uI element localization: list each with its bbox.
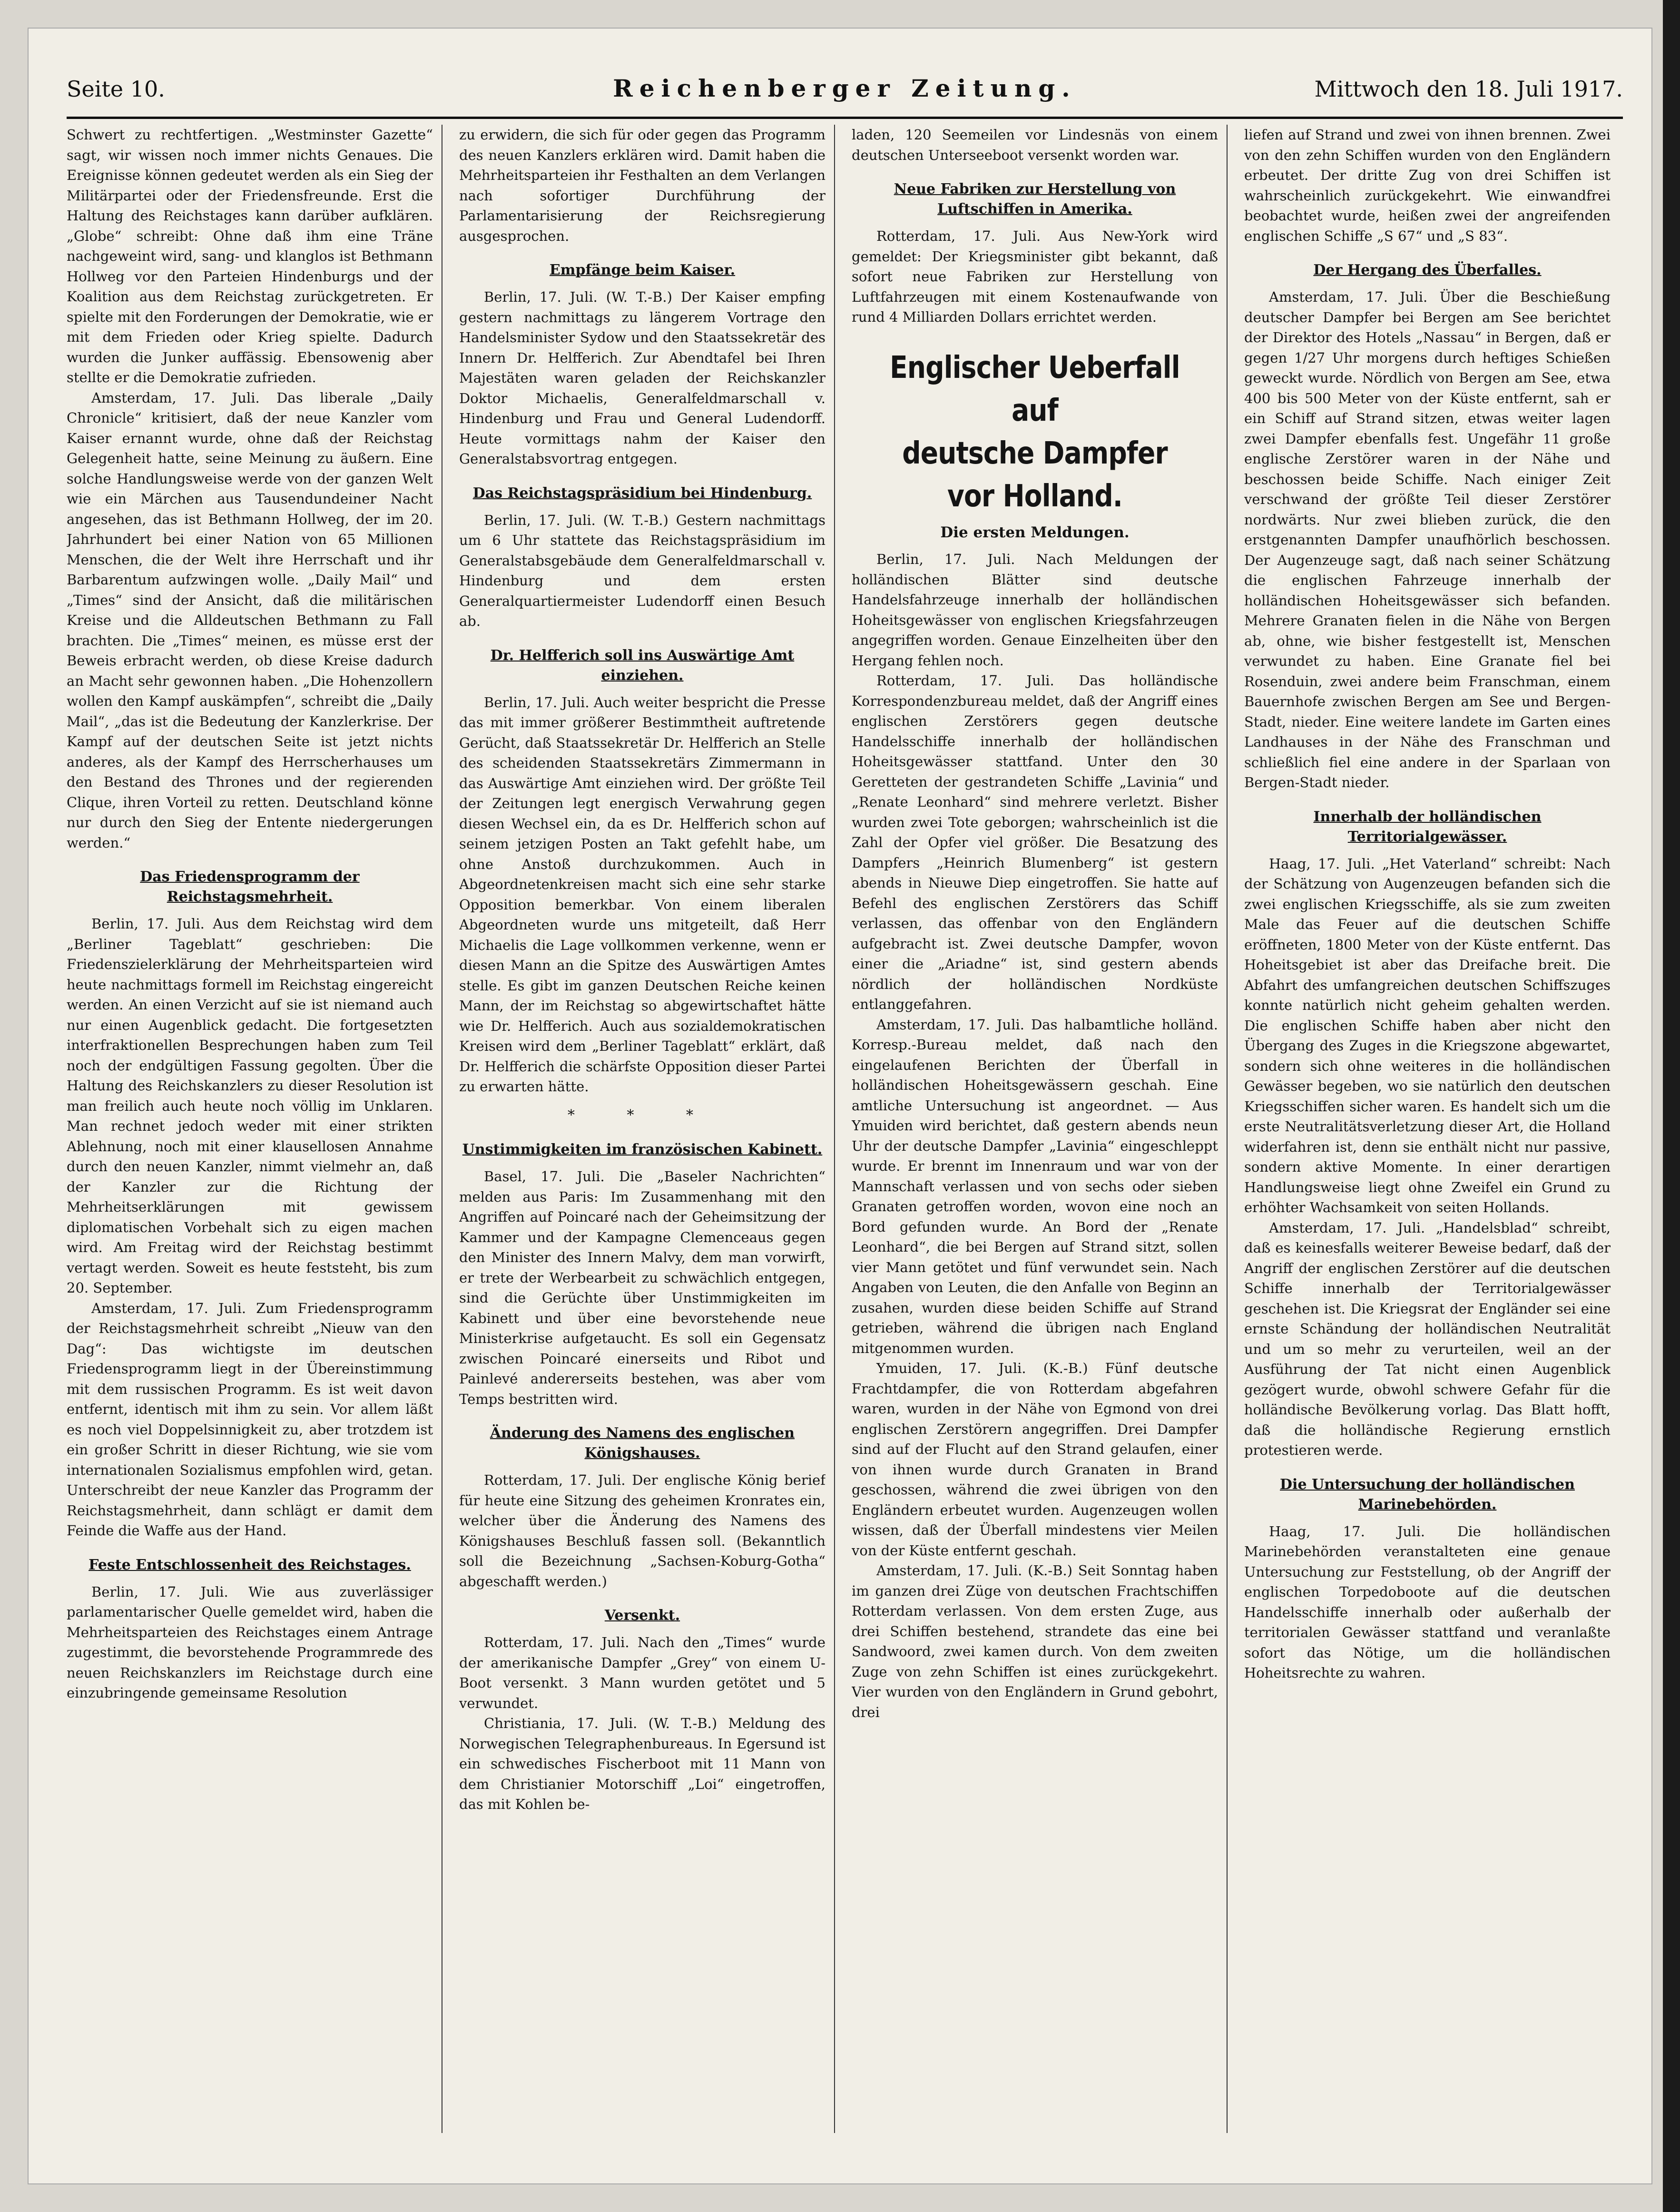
column-3 <box>852 125 1218 2133</box>
article-paragraph: Rotterdam, 17. Juli. Der englische König berief für heute eine Sitzung des geheimen Kronrates ein, welcher über die Änderung des Namens des Königshauses Beschluß fassen soll. (Bekanntlich soll die Bezeichnung „Sachsen-Koburg-Gotha“ abgeschafft werden.) <box>459 1472 825 1590</box>
main-headline <box>877 346 1192 518</box>
article-paragraph: liefen auf Strand und zwei von ihnen brennen. Zwei von den zehn Schiffen wurden von den Engländern erbeutet. Der dritte Zug von drei Schiffen ist wahrscheinlich zurückgekehrt. Wie einwandfrei beobachtet wurde, heißen zwei der angreifenden englischen Schiffe „S 67“ und „S 83“. <box>1244 127 1611 244</box>
article-paragraph: Berlin, 17. Juli. Nach Meldungen der holländischen Blätter sind deutsche Handelsfahrzeuge innerhalb der holländischen Hoheitsgewässer von englischen Kriegsfahrzeugen angegriffen worden. Genaue Einzelheiten über den Hergang fehlen noch. <box>852 551 1218 669</box>
section-separator: * * * <box>567 1106 717 1124</box>
article-paragraph: Amsterdam, 17. Juli. Das liberale „Daily Chronicle“ kritisiert, daß der neue Kanzler vom Kaiser ernannt wurde, ohne daß der Reichstag Gelegenheit hatte, seine Meinung zu äußern. Eine solche Handlungsweise werde von der ganzen Welt wie ein Märchen aus Tausendundeiner Nacht angesehen, das ist Bethmann Hollweg, der im 20. Jahrhundert bei einer Nation von 65 Millionen Menschen, die der Welt ihre Herrschaft und ihr Barbarentum aufzwingen wolle. „Daily Mail“ und „Times“ sind der Ansicht, daß die militärischen Kreise und die Alldeutschen Bethmann zu Fall brachten. Die „Times“ meinen, es müsse erst der Beweis erbracht werden, ob diese Kreise dadurch an Macht sehr gewonnen haben. „Die Hohenzollern wollen den Kampf auskämpfen“, schreibt die „Daily Mail“, „das ist die Bedeutung der Kanzlerkrise. Der Kampf auf der deutschen Seite ist jetzt nichts anderes, als der Kampf des Herrscherhauses um den Bestand des Thrones und der regierenden Clique, ihren Vorteil zu retten. Deutschland könne nur durch den Sieg der Entente niedergerungen werden.“ <box>67 389 433 851</box>
article-heading: Unstimmigkeiten im französischen Kabinett. <box>462 1141 823 1158</box>
main-headline-line-2: deutsche Dampfer vor Holland. <box>902 435 1168 514</box>
article-paragraph: laden, 120 Seemeilen vor Lindesnäs von einem deutschen Unterseeboot versenkt worden war. <box>852 127 1218 163</box>
article-paragraph: Berlin, 17. Juli. (W. T.-B.) Der Kaiser empfing gestern nachmittags zu längerem Vortrage den Handelsminister Sydow und den Staatssekretär des Innern Dr. Helfferich. Zur Abendtafel bei Ihren Majestäten waren geladen der Reichskanzler Doktor Michaelis, Generalfeldmarschall v. Hindenburg und Frau und General Ludendorff. Heute vormittags nahm der Kaiser den Generalstabsvortrag entgegen. <box>459 289 825 467</box>
article-paragraph: Amsterdam, 17. Juli. (K.-B.) Seit Sonntag haben im ganzen drei Züge von deutschen Frachtschiffen Rotterdam verlassen. Von dem ersten Zuge, aus drei Schiffen bestehend, strandete das eine bei Sandwoord, zwei kamen durch. Von dem zweiten Zuge von zehn Schiffen ist eines zurückgekehrt. Vier wurden von den Engländern in Grund gebohrt, drei <box>852 1562 1218 1720</box>
article-paragraph: Amsterdam, 17. Juli. Zum Friedensprogramm der Reichstagsmehrheit schreibt „Nieuw van den Dag“: Das wichtigste im deutschen Friedensprogramm liegt in der Übereinstimmung mit dem russischen Programm. Es ist weit davon entfernt, identisch mit ihm zu sein. Vor allem läßt es noch viel Doppelsinnigkeit zu, aber trotzdem ist ein großer Schritt in dieser Richtung, wie sie vom internationalen Sozialismus empfohlen wird, getan. Unterschreibt der neue Kanzler das Programm der Reichstagsmehrheit, dann schlägt er damit dem Feinde die Waffe aus der Hand. <box>67 1300 433 1539</box>
article-paragraph: Berlin, 17. Juli. Auch weiter bespricht die Presse das mit immer größerer Bestimmtheit auftretende Gerücht, daß Staatssekretär Dr. Helfferich an Stelle des scheidenden Staatssekretärs Zimmermann in das Auswärtige Amt einziehen wird. Der größte Teil der Zeitungen legt energisch Verwahrung gegen diesen Wechsel ein, da es Dr. Helfferich schon auf seinem jetzigen Posten an Takt gefehlt habe, um ohne Anstoß durchzukommen. Auch in Abgeordnetenkreisen macht sich eine sehr starke Opposition bemerkbar. Von einem liberalen Abgeordneten wurde uns mitgeteilt, daß Herr Michaelis die Lage vollkommen verkenne, wenn er diesen Mann an die Spitze des Auswärtigen Amtes stelle. Es gibt im ganzen Deutschen Reiche keinen Mann, der im Reichstag so abgewirtschaftet hätte wie Dr. Helfferich. Auch aus sozialdemokratischen Kreisen wird dem „Berliner Tageblatt“ erklärt, daß Dr. Helfferich die schärfste Opposition dieser Partei zu erwarten hätte. <box>459 694 825 1095</box>
article-paragraph: Basel, 17. Juli. Die „Baseler Nachrichten“ melden aus Paris: Im Zusammenhang mit den Angriffen auf Poincaré nach der Geheimsitzung der Kammer und der Kampagne Clemenceaus gegen den Minister des Innern Malvy, dem man vorwirft, er trete der Werbearbeit zu schwächlich entgegen, sind die Gerüchte über Unstimmigkeiten im Kabinett und über eine bevorstehende neue Ministerkrise aufgetaucht. Es soll ein Gegensatz zwischen Poincaré einerseits und Ribot und Painlevé andererseits bestehen, was aber vom Temps bestritten wird. <box>459 1168 825 1407</box>
article-paragraph: Christiania, 17. Juli. (W. T.-B.) Meldung des Norwegischen Telegraphenbureaus. In Egersund ist ein schwedisches Fischerboot mit 11 Mann von dem Christianier Motorschiff „Loi“ eingetroffen, das mit Kohlen be- <box>459 1715 825 1812</box>
issue-date: Mittwoch den 18. Juli 1917. <box>1314 76 1623 102</box>
page-number: Seite 10. <box>67 76 165 102</box>
article-heading: Die Untersuchung der holländischen Marinebehörden. <box>1280 1476 1575 1513</box>
article-paragraph: Ymuiden, 17. Juli. (K.-B.) Fünf deutsche Frachtdampfer, die von Rotterdam abgefahren waren, wurden in der Nähe von Egmond von drei englischen Zerstörern angegriffen. Drei Dampfer sind auf der Flucht auf den Strand gelaufen, einer von ihnen wurde durch Granaten in Brand geschossen, während die zwei übrigen von den Engländern erbeutet wurden. Augenzeugen wollen wissen, daß der Überfall mindestens vier Meilen von der Küste entfernt geschah. <box>852 1360 1218 1559</box>
article-heading: Das Friedensprogramm der Reichstagsmehrheit. <box>140 869 360 905</box>
article-paragraph: Schwert zu rechtfertigen. „Westminster Gazette“ sagt, wir wissen noch immer nichts Genaues. Die Ereignisse können gedeutet werden als ein Sieg der Militärpartei oder der Friedensfreunde. Erst die Haltung des Reichstages kann darüber aufklären. „Globe“ schreibt: Ohne daß ihm eine Träne nachgeweint wird, sang- und klanglos ist Bethmann Hollweg vor den Parteien Hindenburgs und der Koalition aus dem Reichstag zurückgetreten. Er spielte mit den Forderungen der Demokratie, wie er mit dem Frieden oder Krieg spielte. Dadurch wurden die Junker auffässig. Ebensowenig aber stellte er die Demokratie zufrieden. <box>67 127 433 385</box>
masthead <box>67 71 1623 109</box>
article-paragraph: Rotterdam, 17. Juli. Nach den „Times“ wurde der amerikanische Dampfer „Grey“ von einem U-Boot versenkt. 3 Mann wurden getötet und 5 verwundet. <box>459 1634 825 1711</box>
column-4 <box>1244 125 1611 2133</box>
article-heading: Dr. Helfferich soll ins Auswärtige Amt einziehen. <box>490 647 795 684</box>
article-heading: Feste Entschlossenheit des Reichstages. <box>88 1556 411 1573</box>
article-paragraph: Haag, 17. Juli. Die holländischen Marinebehörden veranstalteten eine genaue Untersuchung zur Feststellung, ob der Angriff der englischen Torpedoboote auf die deutschen Handelsschiffe innerhalb oder außerhalb der territorialen Gewässer stattfand und veranlaßte sofort das Nötige, um die holländischen Hoheitsrechte zu wahren. <box>1244 1523 1611 1681</box>
column-divider <box>1227 125 1228 2133</box>
column-2 <box>459 125 825 2133</box>
article-heading: Empfänge beim Kaiser. <box>549 262 736 278</box>
article-paragraph: Amsterdam, 17. Juli. „Handelsblad“ schreibt, daß es keinesfalls weiterer Beweise bedarf, daß der Angriff der englischen Zerstörer auf die deutschen Schiffe innerhalb der Territorialgewässer geschehen ist. Die Kriegsrat der Engländer sei eine ernste Schändung der holländischen Neutralität und um so mehr zu verurteilen, weil an der Ausführung der Tat nicht einen Augenblick gezögert wurde, obwohl schwere Gefahr für die holländische Bevölkerung vorlag. Das Blatt hofft, daß die holländische Regierung ernstlich protestieren werde. <box>1244 1219 1611 1458</box>
article-paragraph: Rotterdam, 17. Juli. Das holländische Korrespondenzbureau meldet, daß der Angriff eines englischen Zerstörers gegen deutsche Handelsschiffe innerhalb der holländischen Hoheitsgewässer stattfand. Unter den 30 Geretteten der gestrandeten Schiffe „Lavinia“ und „Renate Leonhard“ sind mehrere verletzt. Bisher wurden zwei Tote geborgen; wahrscheinlich ist die Zahl der Opfer viel größer. Die Besatzung des Dampfers „Heinrich Blumenberg“ ist gestern abends in Nieuwe Diep eingetroffen. Sie hatte auf Befehl des englischen Zerstörers das Schiff verlassen, das offenbar von den Engländern aufgebracht ist. Zwei deutsche Dampfer, wovon einer die „Ariadne“ ist, sind gestern abends nördlich der holländischen Nordküste entlanggefahren. <box>852 672 1218 1012</box>
masthead-rule <box>67 117 1623 119</box>
article-paragraph: Berlin, 17. Juli. (W. T.-B.) Gestern nachmittags um 6 Uhr stattete das Reichstagspräsidium im Generalstabsgebäude dem Generalfeldmarschall v. Hindenburg und dem ersten Generalquartiermeister Ludendorff einen Besuch ab. <box>459 512 825 629</box>
article-heading: Das Reichstagspräsidium bei Hindenburg. <box>472 484 812 502</box>
article-heading: Versenkt. <box>604 1607 680 1624</box>
article-paragraph: Berlin, 17. Juli. Wie aus zuverlässiger parlamentarischer Quelle gemeldet wird, haben die Mehrheitsparteien des Reichstages einem Antrage zugestimmt, die bevorstehende Programmrede des neuen Reichskanzlers im Reichstage durch eine einzubringende gemeinsame Resolution <box>67 1583 433 1701</box>
article-paragraph: Haag, 17. Juli. „Het Vaterland“ schreibt: Nach der Schätzung von Augenzeugen befanden sich die zwei englischen Kriegsschiffe, als sie zum zweiten Male das Feuer auf die deutschen Schiffe eröffneten, 1800 Meter von der Küste entfernt. Das Hoheitsgebiet ist aber das Dreifache breit. Die Abfahrt des umfangreichen deutschen Schiffszuges konnte natürlich nicht geheim gehalten werden. Die englischen Schiffe haben aber nicht den Übergang des Zuges in die Kriegszone abgewartet, sondern sich ohne weiteres in die holländischen Gewässer begeben, wo sie natürlich den deutschen Kriegsschiffen sicher waren. Es handelt sich um die erste Neutralitätsverletzung dieser Art, die Holland widerfahren ist, denn sie enthält nicht nur passive, sondern aktive Momente. In einer derartigen Handlungsweise liegt ohne Zweifel ein Grund zu erhöhter Wachsamkeit von seiten Hollands. <box>1244 855 1611 1215</box>
article-paragraph: zu erwidern, die sich für oder gegen das Programm des neuen Kanzlers erklären wird. Damit haben die Mehrheitsparteien ihr Festhalten an dem Verlangen nach sofortiger Durchführung der Parlamentarisierung der Reichsregierung ausgesprochen. <box>459 127 825 244</box>
column-divider <box>834 125 835 2133</box>
main-headline-line-1: Englischer Ueberfall auf <box>890 350 1180 428</box>
article-heading: Neue Fabriken zur Herstellung von Luftschiffen in Amerika. <box>894 181 1176 217</box>
article-subheading: Die ersten Meldungen. <box>940 523 1130 541</box>
scan-edge <box>1663 0 1680 2212</box>
article-paragraph: Amsterdam, 17. Juli. Das halbamtliche holländ. Korresp.-Bureau meldet, daß nach den eingelaufenen Berichten der Überfall in holländischen Hoheitsgewässern geschah. Eine amtliche Untersuchung ist angeordnet. — Aus Ymuiden wird berichtet, daß gestern abends neun Uhr der deutsche Dampfer „Lavinia“ eingeschleppt wurde. Er brennt im Innenraum und war von der Mannschaft verlassen und von sechs oder sieben Granaten getroffen worden, wovon eine noch an Bord gefunden wurde. An Bord der „Renate Leonhard“, die bei Bergen auf Strand sitzt, sollen vier Mann getötet und fünf verwundet sein. Nach Angaben von Leuten, die den Anfalle von Beginn an zusahen, wurden diese beiden Schiffe auf Strand getrieben, während die übrigen nach England mitgenommen wurden. <box>852 1016 1218 1356</box>
article-paragraph: Rotterdam, 17. Juli. Aus New-York wird gemeldet: Der Kriegsminister gibt bekannt, daß sofort neue Fabriken zur Herstellung von Luftfahrzeugen mit einem Kostenaufwande von rund 4 Milliarden Dollars errichtet werden. <box>852 228 1218 325</box>
column-1 <box>67 125 433 2133</box>
article-paragraph: Amsterdam, 17. Juli. Über die Beschießung deutscher Dampfer bei Bergen am See berichtet der Direktor des Hotels „Nassau“ in Bergen, daß er gegen 1/27 Uhr morgens durch heftiges Schießen geweckt wurde. Nördlich von Bergen am See, etwa 400 bis 500 Meter von der Küste entfernt, sah er ein Schiff auf Strand sitzen, etwas weiter lagen zwei Dampfer ebenfalls fest. Ungefähr 11 große englische Zerstörer waren in der Nähe und beschossen beide Schiffe. Nach einiger Zeit verschwand der größte Teil dieser Zerstörer nordwärts. Nur zwei blieben zurück, die den erstgenannten Dampfer unaufhörlich beschossen. Der Augenzeuge sagt, daß nach seiner Schätzung die englischen Fahrzeuge innerhalb der holländischen Hoheitsgewässer sich befanden. Mehrere Granaten fielen in die Nähe von Bergen ab, ohne, wie bisher festgestellt ist, Menschen verwundet zu haben. Eine Granate fiel bei Rosenduin, zwei andere beim Franschman, einem Bauernhofe zwischen Bergen am See und Bergen-Stadt, nieder. Eine weitere landete im Garten eines Landhauses in der Nähe des Franschman und schließlich fiel eine andere in der Sparlaan von Bergen-Stadt nieder. <box>1244 289 1611 790</box>
newspaper-title: Reichenberger Zeitung. <box>613 74 1077 102</box>
article-paragraph: Berlin, 17. Juli. Aus dem Reichstag wird dem „Berliner Tageblatt“ geschrieben: Die Friedenszielerklärung der Mehrheitsparteien wird heute nachmittags formell im Reichstag eingereicht werden. An einen Verzicht auf sie ist niemand auch nur einen Augenblick gedacht. Die fortgesetzten interfraktionellen Besprechungen haben zum Teil noch der endgültigen Fassung gegolten. Über die Haltung des Reichskanzlers zu dieser Resolution ist man freilich auch heute noch völlig im Unklaren. Man rechnet jedoch weder mit einer strikten Ablehnung, noch mit einer klausellosen Annahme durch den neuen Kanzler, nimmt vielmehr an, daß der Kanzler zur die Richtung der Mehrheitserklärungen mit gewissem diplomatischen Vorbehalt sich zu eigen machen wird. Am Freitag wird der Reichstag bestimmt vertagt werden. Soweit es heute feststeht, bis zum 20. September. <box>67 916 433 1296</box>
article-heading: Innerhalb der holländischen Territorialgewässer. <box>1313 808 1542 845</box>
article-heading: Änderung des Namens des englischen Königshauses. <box>490 1425 795 1462</box>
article-heading: Der Hergang des Überfalles. <box>1313 262 1542 278</box>
